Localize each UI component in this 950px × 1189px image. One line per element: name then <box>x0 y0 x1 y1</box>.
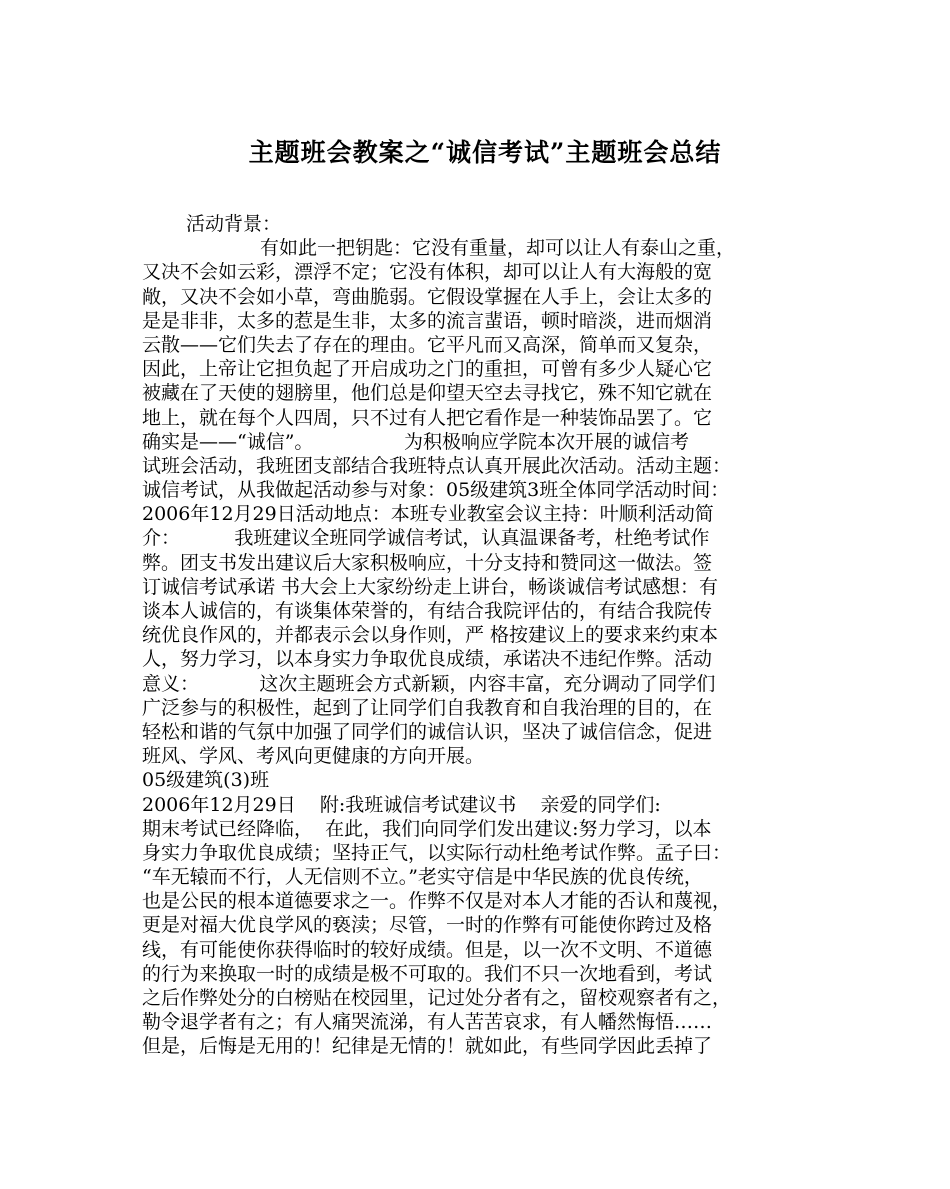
text-line: 也是公民的根本道德要求之一。作弊不仅是对本人才能的否认和蔑视， <box>142 890 732 913</box>
text-line: 因此，上帝让它担负起了开启成功之门的重担，可曾有多少人疑心它 <box>142 358 713 381</box>
text-line: 线，有可能使你获得临时的较好成绩。但是，以一次不文明、不道德 <box>142 938 713 961</box>
text-line: 2006年12月29日活动地点：本班专业教室会议主持：叶顺利活动简 <box>142 503 714 526</box>
text-line: 弊。团支书发出建议后大家积极响应，十分支持和赞同这一做法。签 <box>142 551 713 574</box>
text-line: 又决不会如云彩，漂浮不定；它没有体积，却可以让人有大海般的宽 <box>142 261 713 284</box>
text-line: 广泛参与的积极性，起到了让同学们自我教育和自我治理的目的，在 <box>142 696 713 719</box>
text-line: 确实是——“诚信”。 为积极响应学院本次开展的诚信考 <box>142 430 690 453</box>
text-line: 被藏在了天使的翅膀里，他们总是仰望天空去寻找它，殊不知它就在 <box>142 382 713 405</box>
text-line: 身实力争取优良成绩；坚持正气，以实际行动杜绝考试作弊。孟子曰： <box>142 841 732 864</box>
text-line: 但是，后悔是无用的！纪律是无情的！就如此，有些同学因此丢掉了 <box>142 1035 713 1058</box>
text-line: 意义： 这次主题班会方式新颖，内容丰富，充分调动了同学们 <box>142 672 716 695</box>
text-line: 统优良作风的，并都表示会以身作则，严 格按建议上的要求来约束本 <box>142 624 719 647</box>
text-line: “车无辕而不行，人无信则不立。”老实守信是中华民族的优良传统， <box>142 866 703 889</box>
text-line: 是是非非，太多的惹是生非，太多的流言蜚语，顿时暗淡，进而烟消 <box>142 309 713 332</box>
text-line: 05级建筑(3)班 <box>142 769 270 792</box>
text-line: 2006年12月29日 附:我班诚信考试建议书 亲爱的同学们: <box>142 793 661 816</box>
text-line: 班风、学风、考风向更健康的方向开展。 <box>142 745 485 768</box>
document-page <box>142 0 828 1189</box>
text-line: 地上，就在每个人四周，只不过有人把它看作是一种装饰品罢了。它 <box>142 406 713 429</box>
text-line: 订诚信考试承诺 书大会上大家纷纷走上讲台，畅谈诚信考试感想：有 <box>142 575 719 598</box>
text-line: 有如此一把钥匙：它没有重量，却可以让人有泰山之重， <box>260 237 736 260</box>
text-line: 勒令退学者有之；有人痛哭流涕，有人苦苦哀求，有人幡然悔悟…… <box>142 1011 713 1034</box>
document-body <box>142 212 828 1059</box>
text-line: 人，努力学习，以本身实力争取优良成绩，承诺决不违纪作弊。活动 <box>142 648 713 671</box>
text-line: 期末考试已经降临， 在此，我们向同学们发出建议:努力学习，以本 <box>142 817 712 840</box>
text-line: 谈本人诚信的，有谈集体荣誉的，有结合我院评估的，有结合我院传 <box>142 600 713 622</box>
text-line: 诚信考试，从我做起活动参与对象：05级建筑3班全体同学活动时间： <box>142 479 730 502</box>
document-title: 主题班会教案之“诚信考试”主题班会总结 <box>248 138 722 167</box>
text-line: 试班会活动，我班团支部结合我班特点认真开展此次活动。活动主题： <box>142 454 732 477</box>
text-line: 介： 我班建议全班同学诚信考试，认真温课备考，杜绝考试作 <box>142 527 710 550</box>
text-line: 更是对福大优良学风的亵渎；尽管，一时的作弊有可能使你跨过及格 <box>142 914 713 937</box>
text-line: 敞，又决不会如小草，弯曲脆弱。它假设掌握在人手上，会让太多的 <box>142 285 713 308</box>
text-line: 活动背景： <box>186 213 282 235</box>
text-line: 轻松和谐的气氛中加强了同学们的诚信认识，坚决了诚信信念，促进 <box>142 720 713 743</box>
text-line: 云散——它们失去了存在的理由。它平凡而又高深，简单而又复杂， <box>142 333 713 356</box>
text-line: 的行为来换取一时的成绩是极不可取的。我们不只一次地看到，考试 <box>142 962 713 985</box>
text-line: 之后作弊处分的白榜贴在校园里，记过处分者有之，留校观察者有之， <box>142 987 732 1009</box>
